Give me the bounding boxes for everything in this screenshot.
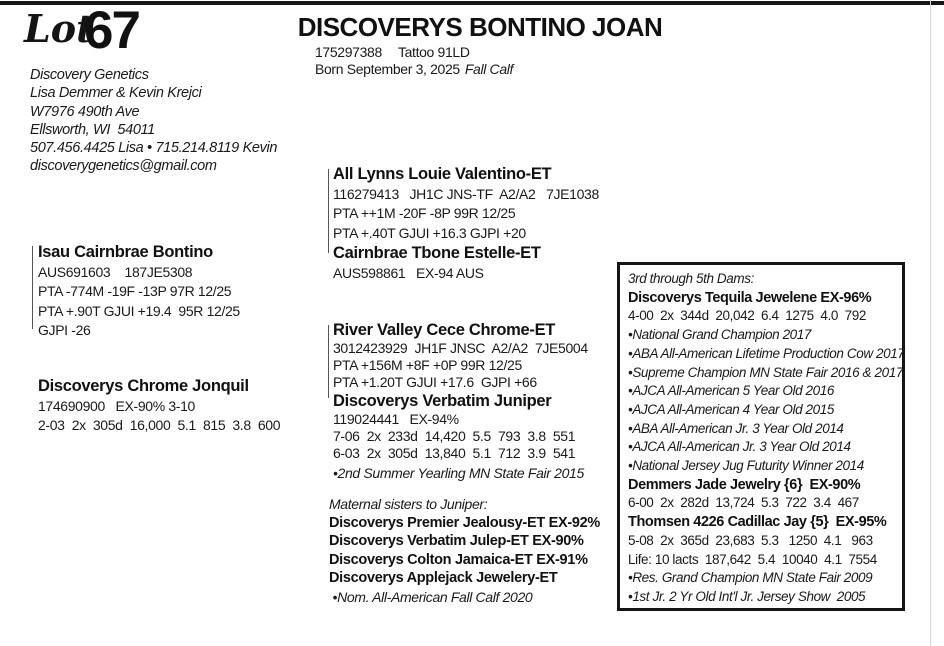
maternal-sister-line: Discoverys Colton Jamaica-ET EX-91% (329, 551, 588, 568)
pedigree-line: 119024441 EX-94% (333, 410, 459, 427)
dam-history-line: •ABA All-American Jr. 3 Year Old 2014 (628, 420, 844, 436)
pedigree-line: PTA +.40T GJUI +16.3 GJPI +20 (333, 224, 526, 241)
pedigree-line: •2nd Summer Yearling MN State Fair 2015 (333, 465, 584, 482)
pedigree-line: All Lynns Louie Valentino-ET (333, 165, 552, 183)
pedigree-line: 7-06 2x 233d 14,420 5.5 793 3.8 551 (333, 427, 576, 444)
registration-number: 175297388 (315, 44, 382, 60)
pedigree-line: PTA ++1M -20F -8P 99R 12/25 (333, 205, 516, 222)
dam-history-line: Demmers Jade Jewelry {6} EX-90% (628, 476, 861, 493)
lot-label: Lot (24, 6, 94, 51)
dam-history-line: •AJCA All-American Jr. 3 Year Old 2014 (628, 439, 851, 455)
maternal-sister-line: Discoverys Applejack Jewelery-ET (329, 570, 558, 586)
calf-class: Fall Calf (464, 60, 514, 77)
dam-history-line: •National Jersey Jug Futurity Winner 2014 (628, 458, 864, 474)
page-edge-line (930, 0, 931, 646)
tattoo-id: Tattoo 91LD (397, 44, 470, 60)
registration-block (315, 44, 513, 77)
top-border-rule (0, 1, 944, 5)
grandsire-pedigree-block (38, 242, 240, 341)
pedigree-line: Discoverys Verbatim Juniper (333, 391, 552, 410)
pedigree-line: Isau Cairnbrae Bontino (38, 243, 213, 261)
dam-history-line: Discoverys Tequila Jewelene EX-96% (628, 289, 872, 306)
sire-pedigree-block (333, 164, 599, 284)
dam-history-line: •Res. Grand Champion MN State Fair 2009 (628, 570, 873, 586)
born-line (315, 61, 513, 78)
consignor-line: Ellsworth, WI 54011 (30, 121, 155, 138)
dam-history-line: 5-08 2x 365d 23,683 5.3 1250 4.1 963 (628, 532, 873, 548)
maternal-sisters-block (329, 495, 600, 606)
consignor-line: discoverygenetics@gmail.com (30, 158, 217, 175)
pedigree-line: AUS691603 187JE5308 (38, 264, 193, 280)
dam-pedigree-block (333, 320, 588, 482)
dam-history-line: 4-00 2x 344d 20,042 6.4 1275 4.0 792 (628, 308, 867, 324)
pedigree-line: 174690900 EX-90% 3-10 (38, 398, 195, 414)
pedigree-line: 3012423929 JH1F JNSC A2/A2 7JE5004 (333, 340, 588, 356)
maternal-sister-line: Discoverys Premier Jealousy-ET EX-92% (329, 514, 600, 531)
dam-history-line: 3rd through 5th Dams: (628, 271, 754, 286)
dam-history-line: Life: 10 lacts 187,642 5.4 10040 4.1 7554 (628, 551, 877, 567)
pedigree-bracket-line (328, 169, 329, 253)
consignor-line: 507.456.4425 Lisa • 715.214.8119 Kevin (30, 140, 278, 157)
consignor-line: W7976 490th Ave (30, 103, 140, 120)
dam-history-line: 6-00 2x 282d 13,724 5.3 722 3.4 467 (628, 495, 859, 511)
pedigree-line: PTA -774M -19F -13P 97R 12/25 (38, 283, 232, 300)
pedigree-line: PTA +.90T GJUI +19.4 95R 12/25 (38, 302, 240, 319)
pedigree-line: PTA +156M +8F +0P 99R 12/25 (333, 356, 522, 373)
dams-history-box (617, 262, 905, 611)
pedigree-bracket-line (328, 325, 329, 398)
maternal-sister-line: Maternal sisters to Juniper: (329, 496, 488, 512)
pedigree-line: River Valley Cece Chrome-ET (333, 321, 556, 339)
pedigree-line: PTA +1.20T GJUI +17.6 GJPI +66 (333, 373, 537, 390)
maternal-sister-line: •Nom. All-American Fall Calf 2020 (329, 588, 533, 605)
dam-history-line: •National Grand Champion 2017 (628, 327, 811, 343)
pedigree-line: 2-03 2x 305d 16,000 5.1 815 3.8 600 (38, 417, 281, 434)
lot-number: 67 (84, 1, 139, 60)
registration-line (315, 44, 513, 61)
dam-history-line: •1st Jr. 2 Yr Old Int'l Jr. Jersey Show 2005 (628, 588, 866, 604)
pedigree-line: 116279413 JH1C JNS-TF A2/A2 7JE1038 (333, 186, 599, 202)
dam-history-line: •AJCA All-American 4 Year Old 2015 (628, 401, 834, 417)
granddam-pedigree-block (38, 376, 280, 436)
maternal-sister-line: Discoverys Verbatim Julep-ET EX-90% (329, 533, 584, 549)
animal-name-title: DISCOVERYS BONTINO JOAN (297, 12, 663, 42)
consignor-contact-block (30, 66, 277, 176)
dam-history-line: Thomsen 4226 Cadillac Jay {5} EX-95% (628, 514, 887, 531)
consignor-line: Lisa Demmer & Kevin Krejci (30, 85, 202, 102)
birth-date: Born September 3, 2025 (315, 60, 460, 77)
dam-history-line: •AJCA All-American 5 Year Old 2016 (628, 383, 834, 399)
pedigree-line: AUS598861 EX-94 AUS (333, 265, 484, 282)
pedigree-bracket-line (32, 246, 33, 329)
pedigree-line: 6-03 2x 305d 13,840 5.1 712 3.9 541 (333, 444, 576, 461)
dam-history-line: •ABA All-American Lifetime Production Cow 2017 (628, 345, 905, 361)
pedigree-line: GJPI -26 (38, 322, 91, 339)
pedigree-line: Cairnbrae Tbone Estelle-ET (333, 244, 541, 263)
pedigree-line: Discoverys Chrome Jonquil (38, 377, 249, 395)
dam-history-line: •Supreme Champion MN State Fair 2016 & 2017 (628, 364, 903, 380)
consignor-line: Discovery Genetics (30, 67, 149, 83)
